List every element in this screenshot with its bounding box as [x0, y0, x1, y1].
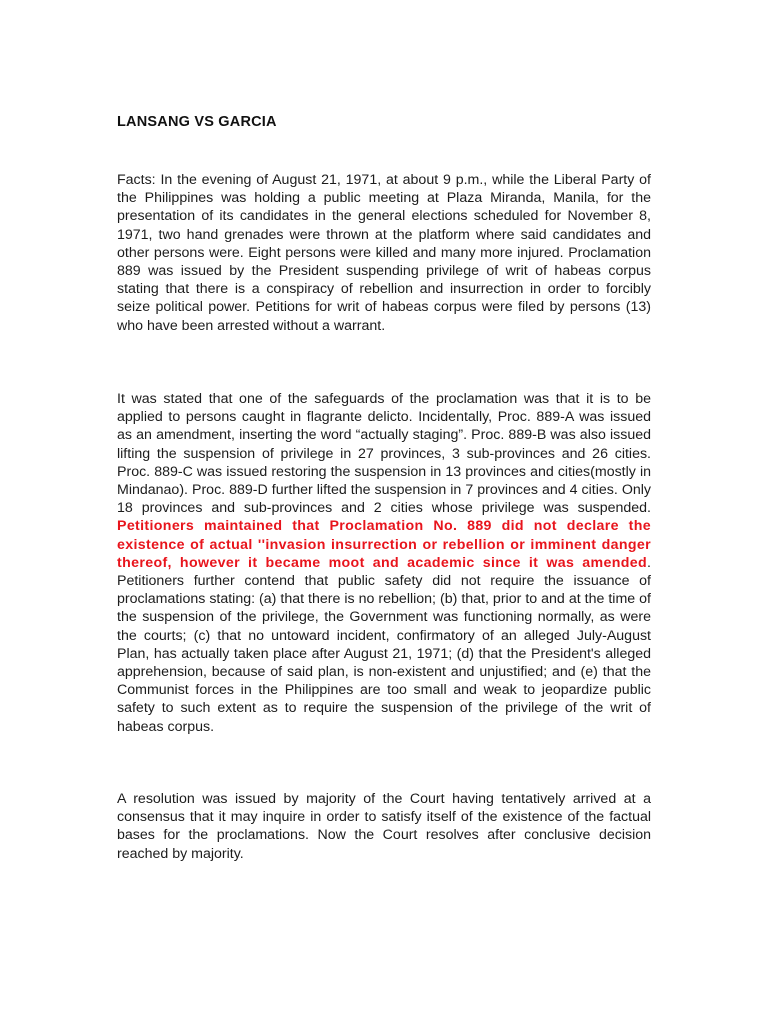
contentions-text: . Petitioners further contend that public safety did not require the issuance of proclamations stating: (a) that there is no rebellion; (b) that, prior to and at the time of the suspension of the privilege, the Government was functioning normally, as were the courts; (c) that no untoward incident, confirmatory of an alleged July-August Plan, has actually taken place after August 21, 1971; (d) that the President's alleged apprehension, because of said plan, is non-existent and unjustified; and (e) that the Communist forces in the Philippines are too small and weak to jeopardize public safety to such extent as to require the suspension of the privilege of the writ of habeas corpus. — [117, 554, 651, 735]
document-title: LANSANG VS GARCIA — [117, 114, 277, 130]
proclamations-text: It was stated that one of the safeguards of the proclamation was that it is to be applied to persons caught in flagrante delicto. Incidentally, Proc. 889-A was issued as an amendment, inserting the word “actually staging”. Proc. 889-B was also issued lifting the suspension of privilege in 27 provinces, 3 sub-provinces and 26 cities. Proc. 889-C was issued restoring the suspension in 13 provinces and cities(mostly in Mindanao). Proc. 889-D further lifted the suspension in 7 provinces and 4 cities. Only 18 provinces and sub-provinces and 2 cities whose privilege was suspended. — [117, 391, 651, 517]
facts-paragraph — [117, 171, 651, 335]
facts-text: Facts: In the evening of August 21, 1971, at about 9 p.m., while the Liberal Party of the Philippines was holding a public meeting at Plaza Miranda, Manila, for the presentation of its candidates in the general elections scheduled for November 8, 1971, two hand grenades were thrown at the platform where said candidates and other persons were. Eight persons were killed and many more injured. Proclamation 889 was issued by the President suspending privilege of writ of habeas corpus stating that there is a conspiracy of rebellion and insurrection in order to forcibly seize political power. Petitions for writ of habeas corpus were filed by persons (13) who have been arrested without a warrant. — [117, 172, 651, 334]
resolution-paragraph — [117, 790, 651, 863]
petitioners-highlight: Petitioners maintained that Proclamation No. 889 did not declare the existence of actual ''invasion insurrection or rebellion or imminent danger thereof, however it became moot and academic since it was amended — [117, 518, 651, 571]
proclamations-paragraph — [117, 390, 651, 736]
resolution-text: A resolution was issued by majority of the Court having tentatively arrived at a consensus that it may inquire in order to satisfy itself of the existence of the factual bases for the proclamations. Now the Court resolves after conclusive decision reached by majority. — [117, 791, 651, 862]
